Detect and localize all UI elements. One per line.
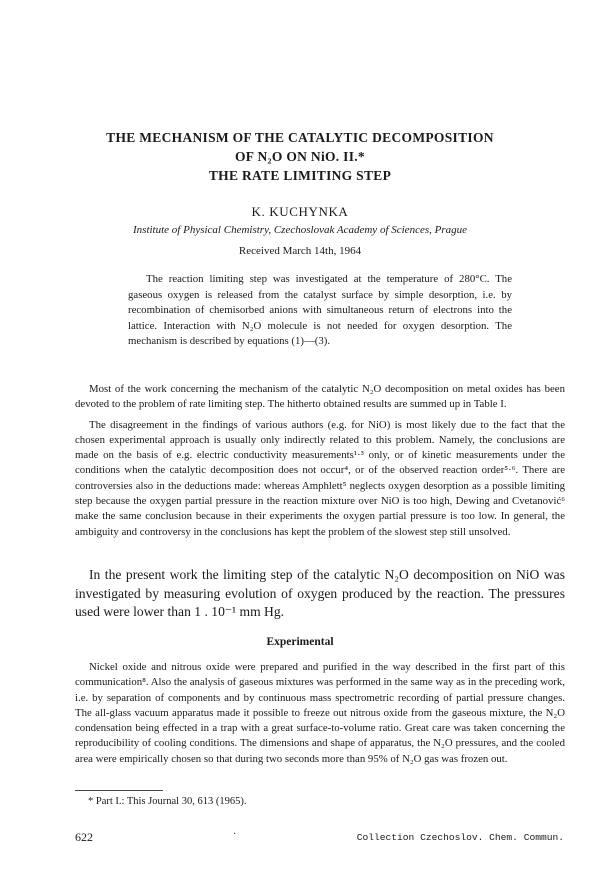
experimental-section bbox=[75, 660, 565, 767]
abstract bbox=[128, 272, 512, 350]
intro-paragraph-1: Most of the work concerning the mechanism of the catalytic N₂O decomposition on metal oxides has been devoted to the problem of rate limiting step. The hitherto obtained results are summed up in Table I. bbox=[75, 383, 565, 411]
footnote: * Part I.: This Journal 30, 613 (1965). bbox=[88, 796, 247, 807]
page-number: 622 bbox=[75, 830, 93, 844]
title-line-2: OF N₂O ON NiO. II.* bbox=[234, 149, 365, 164]
experimental-paragraph: Nickel oxide and nitrous oxide were prepared and purified in the way described in the first part of this communication⁸. Also the analysis of gaseous mixtures was performed in the same way as in the preceding work, i.e. by separation of components and by continuous mass spectrometric recording of partial pressure changes. The all-glass vacuum apparatus made it possible to freeze out nitrous oxide from the gaseous mixture, the N₂O condensation being effected in a trap with a great surface-to-volume ratio. Great care was taken concerning the reproducibility of cooling conditions. The dimensions and shape of apparatus, the N₂O pressures, and the cooled area were empirically chosen so that during two seconds more than 95% of N₂O gas was frozen out. bbox=[75, 661, 565, 765]
intro-paragraph-2: The disagreement in the findings of various authors (e.g. for NiO) is most likely due to the fact that the chosen experimental approach is usually only indirectly related to this problem. Namely, the conclusions are made on the basis of e.g. electric conductivity measurements¹·³ only, or of kinetic measurements under the conditions when the catalytic decomposition does not occur⁴, or of the observed reaction order⁵·⁶. There are controversies also in the deductions made: whereas Amphlett⁵ neglects oxygen desorption as a possible limiting step because the oxygen partial pressure in the reaction mixture over NiO is too high, Dewing and Cvetanović⁶ make the same conclusion because in their experiments the oxygen partial pressure is too low. In general, the ambiguity and controversy in the conclusions has kept the problem of the slowest step still unsolved. bbox=[75, 418, 565, 538]
paper-title bbox=[70, 128, 530, 185]
present-work-text: In the present work the limiting step of the catalytic N₂O decomposition on NiO was investigated by measuring evolution of oxygen produced by the reaction. The pressures used were lower than 1 . 10⁻¹ mm Hg. bbox=[75, 567, 565, 619]
received-date: Received March 14th, 1964 bbox=[238, 245, 362, 257]
author-affiliation: Institute of Physical Chemistry, Czechoslovak Academy of Sciences, Prague bbox=[133, 224, 467, 236]
abstract-text: The reaction limiting step was investigated at the temperature of 280°C. The gaseous oxygen is released from the catalyst surface by simple desorption, i.e. by recombination of chemisorbed anions with simultaneous return of electrons into the lattice. Interaction with N₂O molecule is not needed for oxygen desorption. The mechanism is described by equations (1)—(3). bbox=[128, 273, 512, 347]
author-name: K. KUCHYNKA bbox=[251, 204, 349, 219]
journal-name: Collection Czechoslov. Chem. Commun. bbox=[356, 832, 564, 843]
footnote-divider bbox=[75, 790, 163, 791]
present-work-paragraph bbox=[75, 566, 565, 622]
introduction bbox=[75, 382, 565, 540]
title-line-1: THE MECHANISM OF THE CATALYTIC DECOMPOSITION bbox=[106, 130, 494, 145]
footer-dot: · bbox=[233, 829, 237, 840]
title-line-3: THE RATE LIMITING STEP bbox=[208, 168, 392, 183]
section-heading-experimental: Experimental bbox=[266, 636, 334, 648]
